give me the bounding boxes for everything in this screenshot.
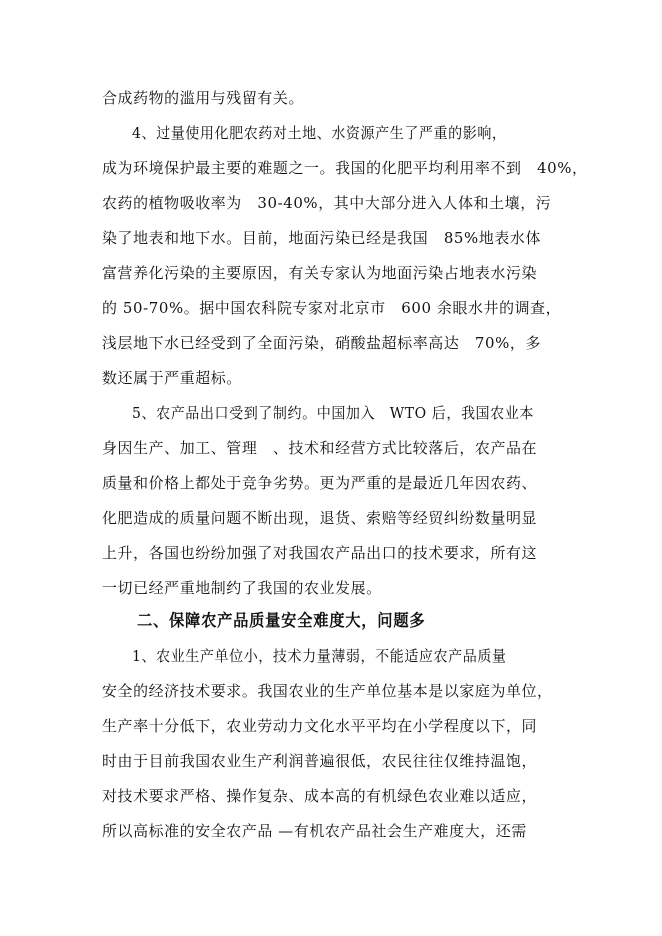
text-line: 数还属于严重超标。 xyxy=(102,369,242,387)
text-line: 化肥造成的质量问题不断出现，退货、索赔等经贸纠纷数量明显 xyxy=(102,509,538,527)
text-line: 农药的植物吸收率为 30-40%，其中大部分进入人体和土壤，污 xyxy=(102,194,552,212)
text-line: 生产率十分低下，农业劳动力文化水平平均在小学程度以下，同 xyxy=(102,717,538,735)
text-line: 5、农产品出口受到了制约。中国加入 WTO 后，我国农业本 xyxy=(132,404,534,422)
text-line: 合成药物的滥用与残留有关。 xyxy=(102,89,305,107)
text-line: 染了地表和地下水。目前，地面污染已经是我国 85%地表水体 xyxy=(102,229,541,247)
section-heading: 二、保障农产品质量安全难度大，问题多 xyxy=(137,611,426,630)
text-line: 富营养化污染的主要原因，有关专家认为地面污染占地表水污染 xyxy=(102,264,538,282)
text-line: 所以高标准的安全农产品 —有机农产品社会生产难度大，还需 xyxy=(102,822,527,840)
text-line: 一切已经严重地制约了我国的农业发展。 xyxy=(102,579,382,597)
text-line: 4、过量使用化肥农药对土地、水资源产生了严重的影响， xyxy=(132,124,507,142)
text-line: 对技术要求严格、操作复杂、成本高的有机绿色农业难以适应， xyxy=(102,787,538,805)
text-line: 1、农业生产单位小，技术力量薄弱，不能适应农产品质量 xyxy=(132,647,507,665)
text-line: 上升，各国也纷纷加强了对我国农产品出口的技术要求，所有这 xyxy=(102,544,538,562)
text-line: 成为环境保护最主要的难题之一。我国的化肥平均利用率不到 40%， xyxy=(102,159,588,177)
text-line: 的 50-70%。据中国农科院专家对北京市 600 余眼水井的调查， xyxy=(102,299,562,317)
text-line: 质量和价格上都处于竞争劣势。更为严重的是最近几年因农药、 xyxy=(102,474,538,492)
text-line: 身因生产、加工、管理 、技术和经营方式比较落后，农产品在 xyxy=(102,439,538,457)
text-line: 安全的经济技术要求。我国农业的生产单位基本是以家庭为单位， xyxy=(102,682,553,700)
text-line: 浅层地下水已经受到了全面污染，硝酸盐超标率高达 70%，多 xyxy=(102,334,541,352)
text-line: 时由于目前我国农业生产利润普遍很低，农民往往仅维持温饱， xyxy=(102,752,538,770)
